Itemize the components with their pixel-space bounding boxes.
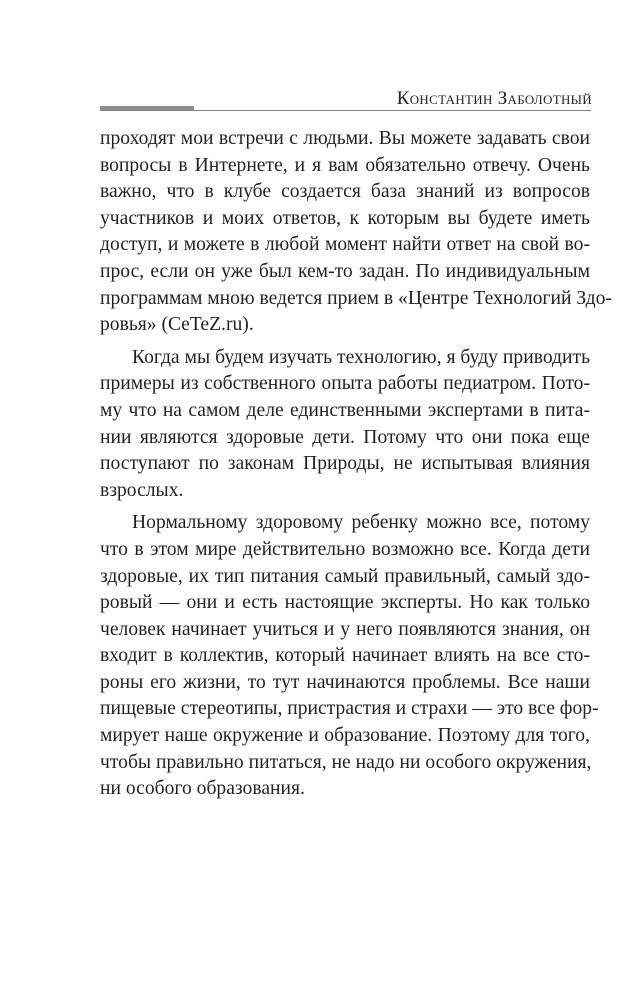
header-rule bbox=[100, 110, 591, 111]
text-line: мирует наше окружение и образование. Поэтому для того, bbox=[100, 725, 590, 747]
text-line: пищевые стереотипы, пристрастия и страхи — это все фор- bbox=[100, 698, 599, 720]
text-line: Когда мы будем изучать технологию, я буду приводить bbox=[132, 346, 590, 368]
text-line: ровый — они и есть настоящие эксперты. Но как только bbox=[100, 592, 590, 614]
text-line: чтобы правильно питаться, не надо ни особого окружения, bbox=[100, 751, 592, 773]
running-header-author: Константин Заболотный bbox=[396, 88, 592, 109]
text-line: проходят мои встречи с людьми. Вы можете задавать свои bbox=[100, 128, 590, 149]
text-line: му что на самом деле единственными экспертами в пита- bbox=[100, 399, 590, 421]
text-line: человек начинает учиться и у него появляются знания, он bbox=[100, 618, 590, 640]
text-line: ровья» (CeTeZ.ru). bbox=[100, 314, 254, 336]
text-line: программам мною ведется прием в «Центре Технологий Здо- bbox=[100, 287, 612, 309]
text-line: входит в коллектив, который начинает влиять на все сто- bbox=[100, 645, 590, 667]
text-line: вопросы в Интернете, и я вам обязательно отвечу. Очень bbox=[100, 154, 590, 176]
text-line: Нормальному здоровому ребенку можно все, потому bbox=[132, 512, 590, 534]
text-line: важно, что в клубе создается база знаний из вопросов bbox=[100, 181, 590, 203]
text-line: участников и моих ответов, к которым вы будете иметь bbox=[100, 207, 590, 229]
text-line: нии являются здоровые дети. Потому что они пока еще bbox=[100, 426, 590, 448]
text-line: взрослых. bbox=[100, 479, 184, 501]
text-line: роны его жизни, то тут начинаются проблемы. Все наши bbox=[100, 671, 590, 693]
text-line: здоровые, их тип питания самый правильный, самый здо- bbox=[100, 565, 590, 587]
text-line: поступают по законам Природы, не испытывая влияния bbox=[100, 453, 590, 475]
body-text bbox=[100, 126, 612, 803]
text-line: прос, если он уже был кем-то задан. По индивидуальным bbox=[100, 260, 590, 282]
text-line: что в этом мире действительно возможно все. Когда дети bbox=[100, 538, 590, 560]
text-line: доступ, и можете в любой момент найти ответ на свой во- bbox=[100, 234, 590, 256]
text-line: примеры из собственного опыта работы педиатром. Пото- bbox=[100, 373, 590, 395]
text-line: ни особого образования. bbox=[100, 778, 305, 800]
